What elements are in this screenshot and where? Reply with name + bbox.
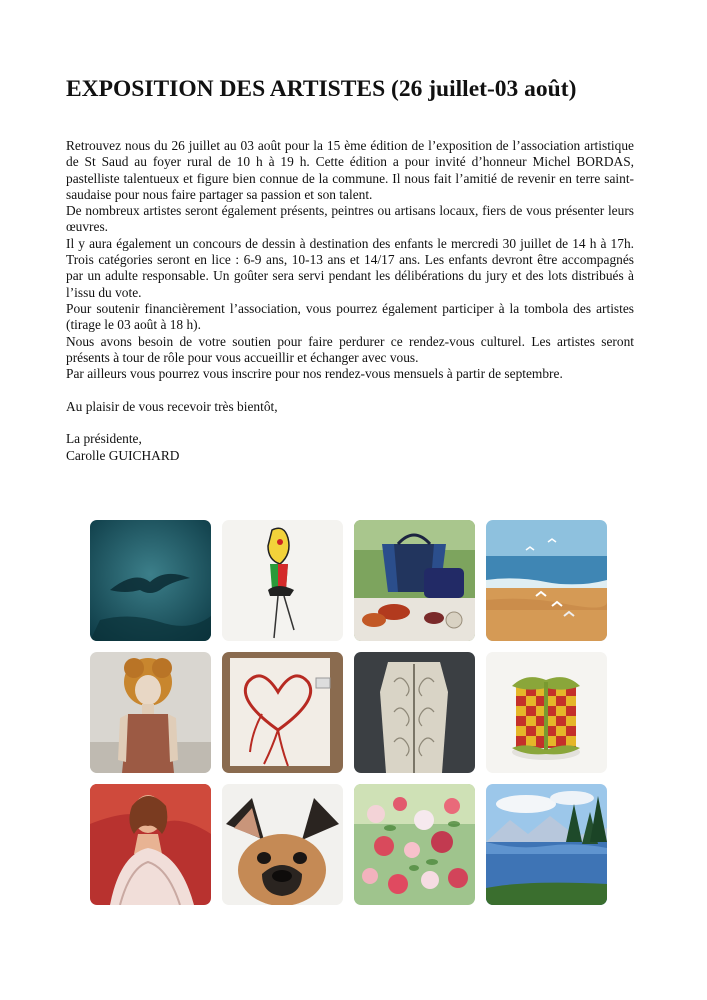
artwork-flowers-painting — [354, 784, 475, 905]
artwork-lake-landscape — [486, 784, 607, 905]
paragraph: Retrouvez nous du 26 juillet au 03 août pour la 15 ème édition de l’exposition de l’association artistique de St Saud au foyer rural de 10 h à 19 h. Cette édition a pour invité d’honneur Michel BORDAS, pastelliste talentueux et figure bien connue de la commune. Il nous fait l’amitié de revenir en terre saint-saudaise pour nous faire partager sa passion et son talent. — [66, 138, 634, 202]
artwork-beach-seagulls — [486, 520, 607, 641]
artwork-french-bulldog — [222, 784, 343, 905]
artwork-woven-basket — [486, 652, 607, 773]
closing-line: Au plaisir de vous recevoir très bientôt, — [66, 398, 278, 414]
paragraph: Nous avons besoin de votre soutien pour faire perdurer ce rendez-vous culturel. Les artistes seront présents à tour de rôle pour vous accueillir et échanger avec vous. — [66, 333, 634, 365]
spacer — [66, 382, 634, 398]
artwork-red-heart — [222, 652, 343, 773]
artwork-gallery — [90, 520, 607, 905]
paragraph: Pour soutenir financièrement l’association, vous pourrez également participer à la tombola des artistes (tirage le 03 août à 18 h). — [66, 300, 634, 333]
spacer — [66, 415, 634, 431]
page-title: EXPOSITION DES ARTISTES (26 juillet-03 août) — [66, 76, 577, 102]
letter-body — [66, 138, 634, 464]
artwork-ceramic-sculpture — [90, 652, 211, 773]
artwork-handbags-crafts — [354, 520, 475, 641]
artwork-woman-red-drape — [90, 784, 211, 905]
paragraph: De nombreux artistes seront également présents, peintres ou artisans locaux, fiers de vous présenter leurs œuvres. — [66, 203, 634, 235]
paragraph: Par ailleurs vous pourrez vous inscrire pour nos rendez-vous mensuels à partir de septembre. — [66, 366, 563, 382]
artwork-teal-bird-painting — [90, 520, 211, 641]
artwork-lace-garment — [354, 652, 475, 773]
paragraph: Il y aura également un concours de dessin à destination des enfants le mercredi 30 juillet de 14 h à 17h. Trois catégories seront en lice : 6-9 ans, 10-13 ans et 14/17 ans. Les enfants devront être accompagnés par un adulte responsable. Un goûter sera servi pendant les délibérations du jury et des lots distribués à l’issu du vote. — [66, 235, 634, 300]
artwork-stylised-figure — [222, 520, 343, 641]
signature-role: La présidente, — [66, 431, 142, 447]
signature-name: Carolle GUICHARD — [66, 447, 180, 463]
